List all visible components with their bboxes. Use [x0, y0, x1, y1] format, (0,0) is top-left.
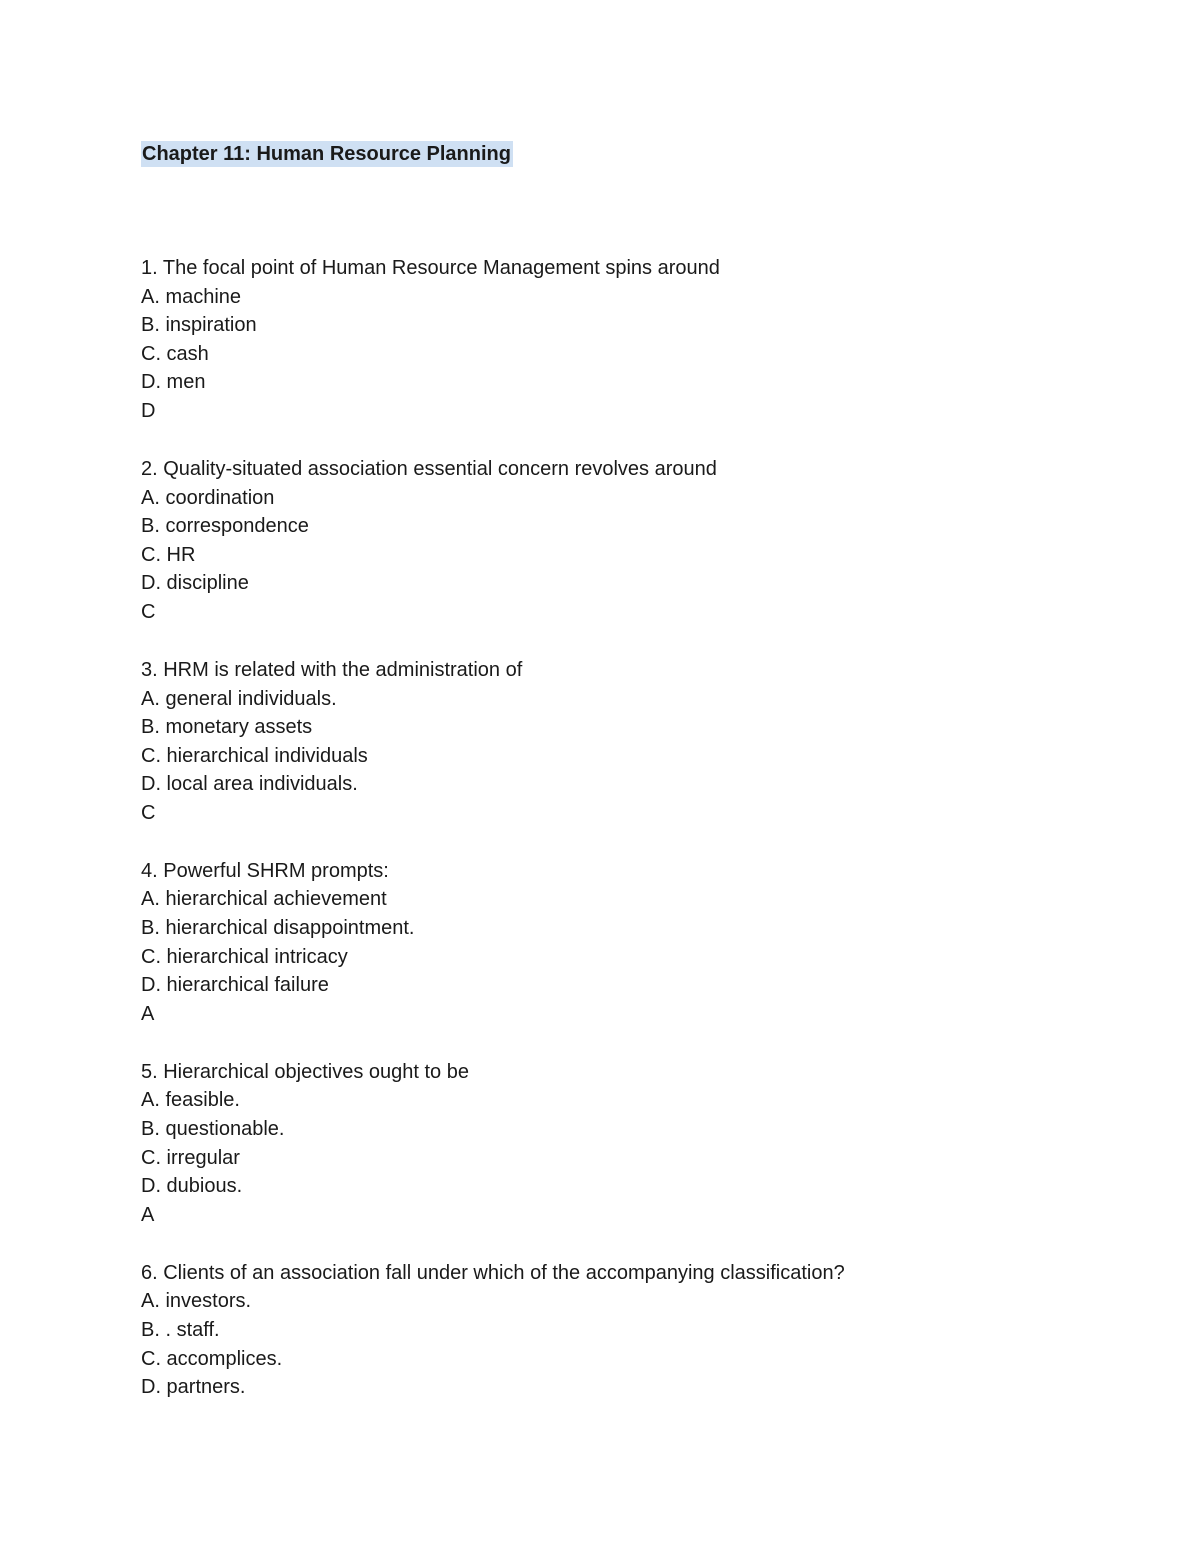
- option-a: A. general individuals.: [141, 687, 337, 710]
- option-d: D. local area individuals.: [141, 773, 358, 796]
- option-b: B. inspiration: [141, 314, 257, 337]
- document-title: Chapter 11: Human Resource Planning: [142, 143, 511, 165]
- option-a: A. investors.: [141, 1290, 252, 1313]
- option-b: B. correspondence: [141, 515, 309, 538]
- option-b: B. questionable.: [141, 1118, 285, 1140]
- answer-key: C: [141, 600, 156, 623]
- option-d: D. dubious.: [141, 1175, 243, 1198]
- option-c: C. irregular: [141, 1146, 240, 1169]
- option-a: A. feasible.: [141, 1089, 240, 1112]
- question-list: [141, 254, 1141, 1431]
- question-item: [141, 455, 1141, 627]
- question-text: 2. Quality-situated association essential concern revolves around: [141, 457, 717, 480]
- option-d: D. men: [141, 371, 206, 394]
- option-b: B. monetary assets: [141, 716, 313, 739]
- answer-key: A: [141, 1203, 155, 1226]
- question-item: [141, 254, 1141, 426]
- option-a: A. coordination: [141, 486, 275, 509]
- question-text: 6. Clients of an association fall under which of the accompanying classification?: [141, 1261, 845, 1284]
- question-text: 5. Hierarchical objectives ought to be: [141, 1060, 469, 1083]
- option-a: A. machine: [141, 285, 242, 308]
- answer-key: A: [141, 1002, 155, 1025]
- question-text: 3. HRM is related with the administration of: [141, 658, 523, 681]
- option-c: C. cash: [141, 342, 209, 365]
- answer-key: D: [141, 399, 156, 422]
- option-c: C. hierarchical intricacy: [141, 945, 348, 968]
- option-a: A. hierarchical achievement: [141, 888, 387, 911]
- question-text: 1. The focal point of Human Resource Management spins around: [141, 257, 720, 279]
- question-item: [141, 1259, 1141, 1402]
- option-b: B. hierarchical disappointment.: [141, 917, 415, 940]
- option-c: C. accomplices.: [141, 1347, 283, 1370]
- option-d: D. discipline: [141, 572, 249, 595]
- answer-key: C: [141, 801, 156, 824]
- option-c: C. HR: [141, 543, 196, 566]
- option-d: D. partners.: [141, 1376, 246, 1399]
- option-d: D. hierarchical failure: [141, 974, 329, 997]
- question-text: 4. Powerful SHRM prompts:: [141, 859, 389, 882]
- question-item: [141, 857, 1141, 1029]
- option-c: C. hierarchical individuals: [141, 744, 368, 767]
- question-item: [141, 1058, 1141, 1230]
- option-b: B. . staff.: [141, 1318, 220, 1341]
- question-item: [141, 656, 1141, 828]
